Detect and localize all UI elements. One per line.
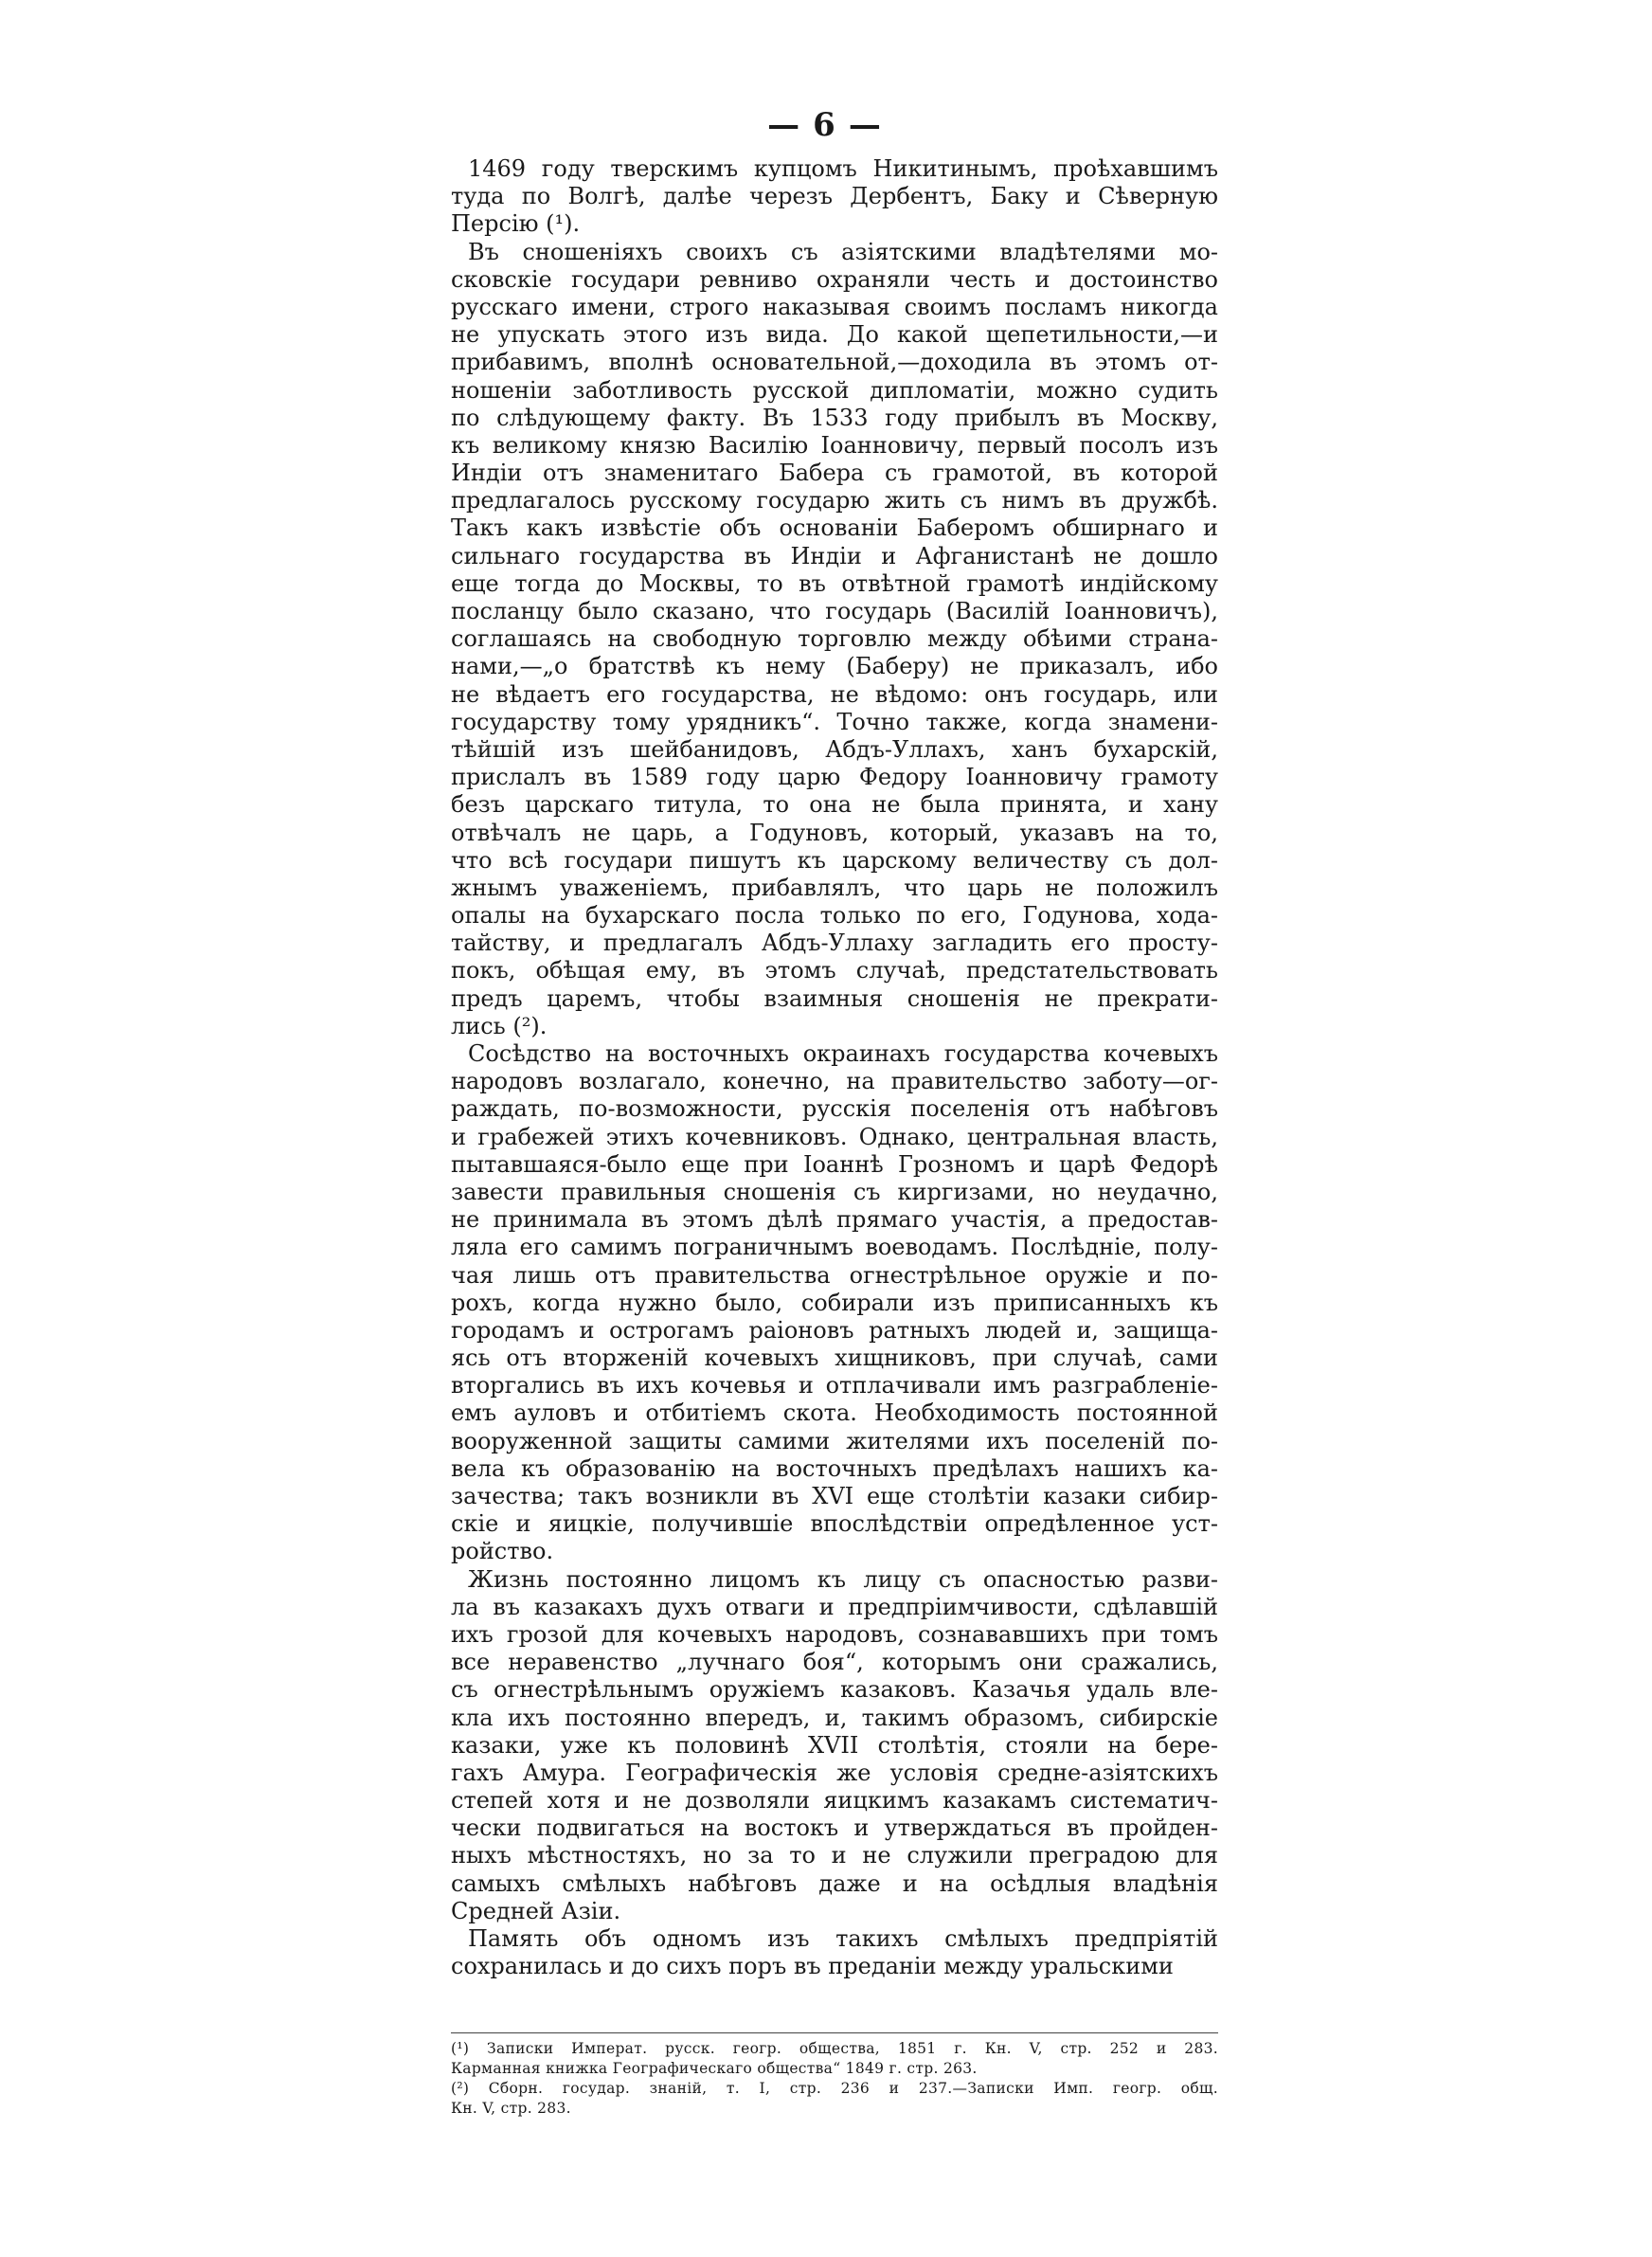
text-line: гахъ Амура. Географическія же условія средне-азіятскихъ (451, 1759, 1218, 1786)
text-line: государству тому урядникъ“. Точно также, когда знамени- (451, 708, 1218, 735)
text-line: посланцу было сказано, что государь (Василій Іоанновичъ), (451, 598, 1218, 624)
text-line: вторгались въ ихъ кочевья и отплачивали имъ разграбленіе- (451, 1372, 1218, 1399)
page-number: — 6 — (0, 106, 1652, 144)
text-line: не упускать этого изъ вида. До какой щепетильности,—и (451, 321, 1218, 349)
text-line: что всѣ государи пишутъ къ царскому величеству съ дол- (451, 846, 1218, 874)
paragraph (451, 1566, 1218, 1925)
text-line: городамъ и острогамъ раіоновъ ратныхъ людей и, защища- (451, 1316, 1218, 1344)
text-line: Сосѣдство на восточныхъ окраинахъ государства кочевыхъ (468, 1040, 1218, 1067)
text-line: Такъ какъ извѣстіе объ основаніи Баберомъ обширнаго и (451, 515, 1218, 542)
text-line: степей хотя и не дозволяли яицкимъ казакамъ систематич- (451, 1787, 1218, 1815)
text-line: вела къ образованію на восточныхъ предѣлахъ нашихъ ка- (451, 1454, 1218, 1482)
text-line: сохранилась и до сихъ поръ въ преданіи между уральскими (451, 1953, 1174, 1980)
text-line: ныхъ мѣстностяхъ, но за то и не служили преградою для (451, 1842, 1218, 1869)
paragraph (451, 155, 1218, 239)
text-line: тайству, и предлагалъ Абдъ-Уллаху загладить его просту- (451, 930, 1218, 957)
text-line: Жизнь постоянно лицомъ къ лицу съ опасностью разви- (468, 1565, 1218, 1593)
text-line: тѣйшій изъ шейбанидовъ, Абдъ-Уллахъ, ханъ бухарскій, (451, 735, 1218, 763)
text-line: ла въ казакахъ духъ отваги и предпріимчивости, сдѣлавшій (451, 1593, 1218, 1620)
text-line: туда по Волгѣ, далѣе черезъ Дербентъ, Баку и Сѣверную (451, 183, 1218, 210)
text-line: ясь отъ вторженій кочевыхъ хищниковъ, при случаѣ, сами (451, 1345, 1218, 1372)
text-line: отвѣчалъ не царь, а Годуновъ, который, указавъ на то, (451, 819, 1218, 846)
text-line: Средней Азіи. (451, 1897, 621, 1924)
text-line: опалы на бухарскаго посла только по его, Годунова, хода- (451, 902, 1218, 930)
text-line: самыхъ смѣлыхъ набѣговъ даже и на осѣдлыя владѣнія (451, 1869, 1218, 1897)
paragraph (451, 239, 1218, 1040)
footnote-line: (²) Сборн. государ. знаній, т. I, стр. 236 и 237.—Записки Имп. геогр. общ. (451, 2080, 1218, 2097)
text-line: ляла его самимъ пограничнымъ воеводамъ. Послѣдніе, полу- (451, 1234, 1218, 1261)
text-line: предъ царемъ, чтобы взаимныя сношенія не прекрати- (451, 984, 1218, 1012)
text-line: ихъ грозой для кочевыхъ народовъ, сознававшихъ при томъ (451, 1620, 1218, 1648)
text-line: съ огнестрѣльнымъ оружіемъ казаковъ. Казачья удаль вле- (451, 1676, 1218, 1704)
text-line: сильнаго государства въ Индіи и Афганистанѣ не дошло (451, 542, 1218, 569)
footnotes (451, 2032, 1218, 2119)
text-line: пытавшаяся-было еще при Іоаннѣ Грозномъ и царѣ Федорѣ (451, 1150, 1218, 1178)
text-line: раждать, по-возможности, русскія поселенія отъ набѣговъ (451, 1095, 1218, 1123)
text-line: еще тогда до Москвы, то въ отвѣтной грамотѣ индійскому (451, 569, 1218, 597)
paragraph (451, 1925, 1218, 1980)
text-line: 1469 году тверскимъ купцомъ Никитинымъ, проѣхавшимъ (468, 155, 1218, 182)
text-line: покъ, обѣщая ему, въ этомъ случаѣ, предстательствовать (451, 957, 1218, 984)
text-line: ройство. (451, 1538, 554, 1565)
text-line: Персію (¹). (451, 210, 581, 238)
text-line: народовъ возлагало, конечно, на правительство заботу—ог- (451, 1068, 1218, 1095)
text-line: прибавимъ, вполнѣ основательной,—доходила въ этомъ от- (451, 349, 1218, 376)
text-line: Индіи отъ знаменитаго Бабера съ грамотой, въ которой (451, 460, 1218, 487)
text-line: чая лишь отъ правительства огнестрѣльное оружіе и по- (451, 1261, 1218, 1289)
text-line: зачества; такъ возникли въ XVI еще столѣтіи казаки сибир- (451, 1483, 1218, 1509)
text-line: по слѣдующему факту. Въ 1533 году прибылъ въ Москву, (451, 404, 1218, 431)
footnote-line: (¹) Записки Императ. русск. геогр. общества, 1851 г. Кн. V, стр. 252 и 283. (451, 2040, 1218, 2057)
text-line: нами,—„о братствѣ къ нему (Баберу) не приказалъ, ибо (451, 653, 1218, 680)
text-line: прислалъ въ 1589 году царю Федору Іоанновичу грамоту (451, 764, 1218, 791)
text-line: ношеніи заботливость русской дипломатіи, можно судить (451, 376, 1218, 404)
text-line: русскаго имени, строго наказывая своимъ посламъ никогда (451, 293, 1218, 320)
text-line: жнымъ уваженіемъ, прибавлялъ, что царь не положилъ (451, 874, 1218, 901)
text-line: Въ сношеніяхъ своихъ съ азіятскими владѣтелями мо- (468, 238, 1218, 265)
text-line: не вѣдаетъ его государства, не вѣдомо: онъ государь, или (451, 680, 1218, 708)
text-line: емъ ауловъ и отбитіемъ скота. Необходимость постоянной (451, 1399, 1218, 1427)
text-line: скіе и яицкіе, получившіе впослѣдствіи опредѣленное уст- (451, 1510, 1218, 1538)
text-line: безъ царскаго титула, то она не была принята, и хану (451, 791, 1218, 819)
text-line: сковскіе государи ревниво охраняли честь и достоинство (451, 265, 1218, 293)
body-text (451, 155, 1218, 1980)
text-line: предлагалось русскому государю жить съ нимъ въ дружбѣ. (451, 487, 1218, 515)
text-line: все неравенство „лучнаго боя“, которымъ они сражались, (451, 1649, 1218, 1676)
footnote-line: Кн. V, стр. 283. (451, 2100, 571, 2117)
text-line: соглашаясь на свободную торговлю между обѣими страна- (451, 625, 1218, 653)
text-line: кла ихъ постоянно впередъ, и, такимъ образомъ, сибирскіе (451, 1704, 1218, 1731)
text-line: лись (²). (451, 1012, 548, 1039)
text-line: завести правильныя сношенія съ киргизами, но неудачно, (451, 1178, 1218, 1205)
text-line: къ великому князю Василію Іоанновичу, первый посолъ изъ (451, 431, 1218, 459)
paragraph (451, 1040, 1218, 1566)
text-line: казаки, уже къ половинѣ XVII столѣтія, стояли на бере- (451, 1731, 1218, 1759)
footnote-line: Карманная книжка Географическаго общества“ 1849 г. стр. 263. (451, 2060, 978, 2077)
text-line: Память объ одномъ изъ такихъ смѣлыхъ предпріятій (468, 1925, 1218, 1952)
text-line: чески подвигаться на востокъ и утверждаться въ пройден- (451, 1815, 1218, 1842)
text-line: рохъ, когда нужно было, собирали изъ приписанныхъ къ (451, 1289, 1218, 1316)
text-line: не принимала въ этомъ дѣлѣ прямаго участія, а предостав- (451, 1206, 1218, 1234)
text-line: вооруженной защиты самими жителями ихъ поселеній по- (451, 1427, 1218, 1454)
text-line: и грабежей этихъ кочевниковъ. Однако, центральная власть, (451, 1123, 1218, 1150)
